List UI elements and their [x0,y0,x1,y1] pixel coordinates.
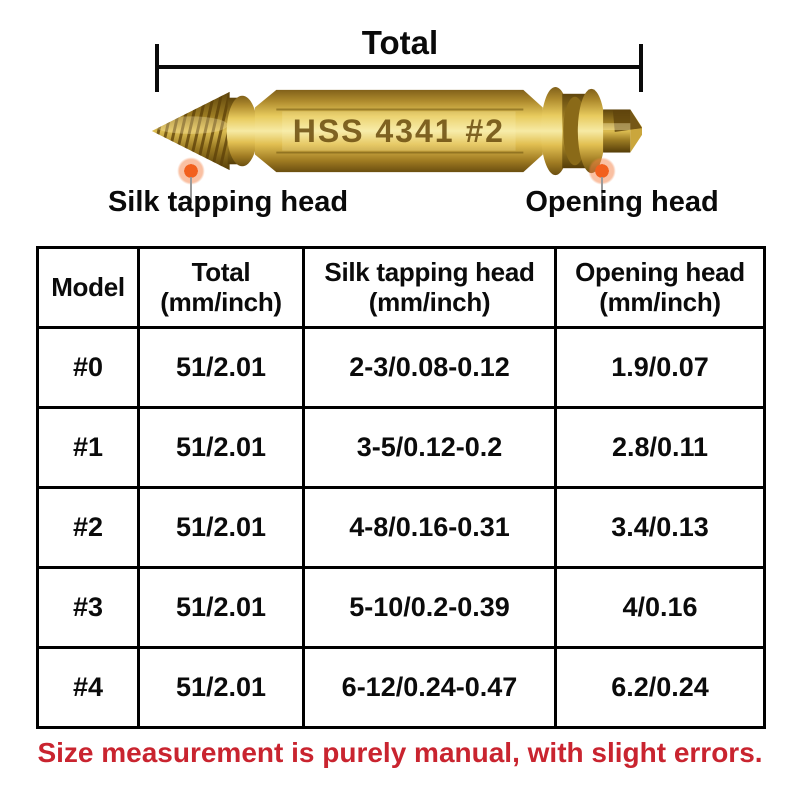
table-row [38,648,765,728]
col-header-line1: Opening head [575,257,745,288]
col-header-model [38,248,139,328]
col-header-silk-tapping-head [304,248,556,328]
col-header-line2: (mm/inch) [599,286,721,317]
cell-silk-tapping-head: 3-5/0.12-0.2 [304,408,556,488]
cell-model: #1 [38,408,139,488]
table-row [38,488,765,568]
cell-total: 51/2.01 [139,488,304,568]
cell-opening-head: 1.9/0.07 [556,328,765,408]
table-header-row [38,248,765,328]
cell-total: 51/2.01 [139,568,304,648]
cell-model: #2 [38,488,139,568]
col-header-line2: (mm/inch) [368,286,491,317]
silk-tapping-head-label: Silk tapping head [107,186,349,218]
cell-model: #4 [38,648,139,728]
table-row [38,408,765,488]
cell-model: #0 [38,328,139,408]
cell-silk-tapping-head: 5-10/0.2-0.39 [304,568,556,648]
dimension-bracket-line [156,65,642,69]
col-header-opening-head [556,248,765,328]
table-row [38,328,765,408]
col-header-line2: (mm/inch) [160,286,282,317]
col-header-total [139,248,304,328]
cell-silk-tapping-head: 2-3/0.08-0.12 [304,328,556,408]
cell-silk-tapping-head: 6-12/0.24-0.47 [304,648,556,728]
drill-bit-image [146,84,642,178]
cell-opening-head: 3.4/0.13 [556,488,765,568]
hex-shank [255,90,543,172]
col-header-line1: Silk tapping head [324,257,535,288]
cell-silk-tapping-head: 4-8/0.16-0.31 [304,488,556,568]
col-header-line1: Model [51,271,125,302]
cell-opening-head: 6.2/0.24 [556,648,765,728]
spec-table [36,246,766,729]
total-dimension-label: Total [361,24,439,61]
disclaimer-text: Size measurement is purely manual, with slight errors. [37,737,763,768]
cell-total: 51/2.01 [139,408,304,488]
cell-total: 51/2.01 [139,648,304,728]
bit-stamp-text: HSS 4341 #2 [292,112,505,149]
opening-head-label: Opening head [525,186,719,218]
cell-model: #3 [38,568,139,648]
cell-opening-head: 2.8/0.11 [556,408,765,488]
cell-total: 51/2.01 [139,328,304,408]
col-header-line1: Total [191,257,251,288]
table-row [38,568,765,648]
cell-opening-head: 4/0.16 [556,568,765,648]
